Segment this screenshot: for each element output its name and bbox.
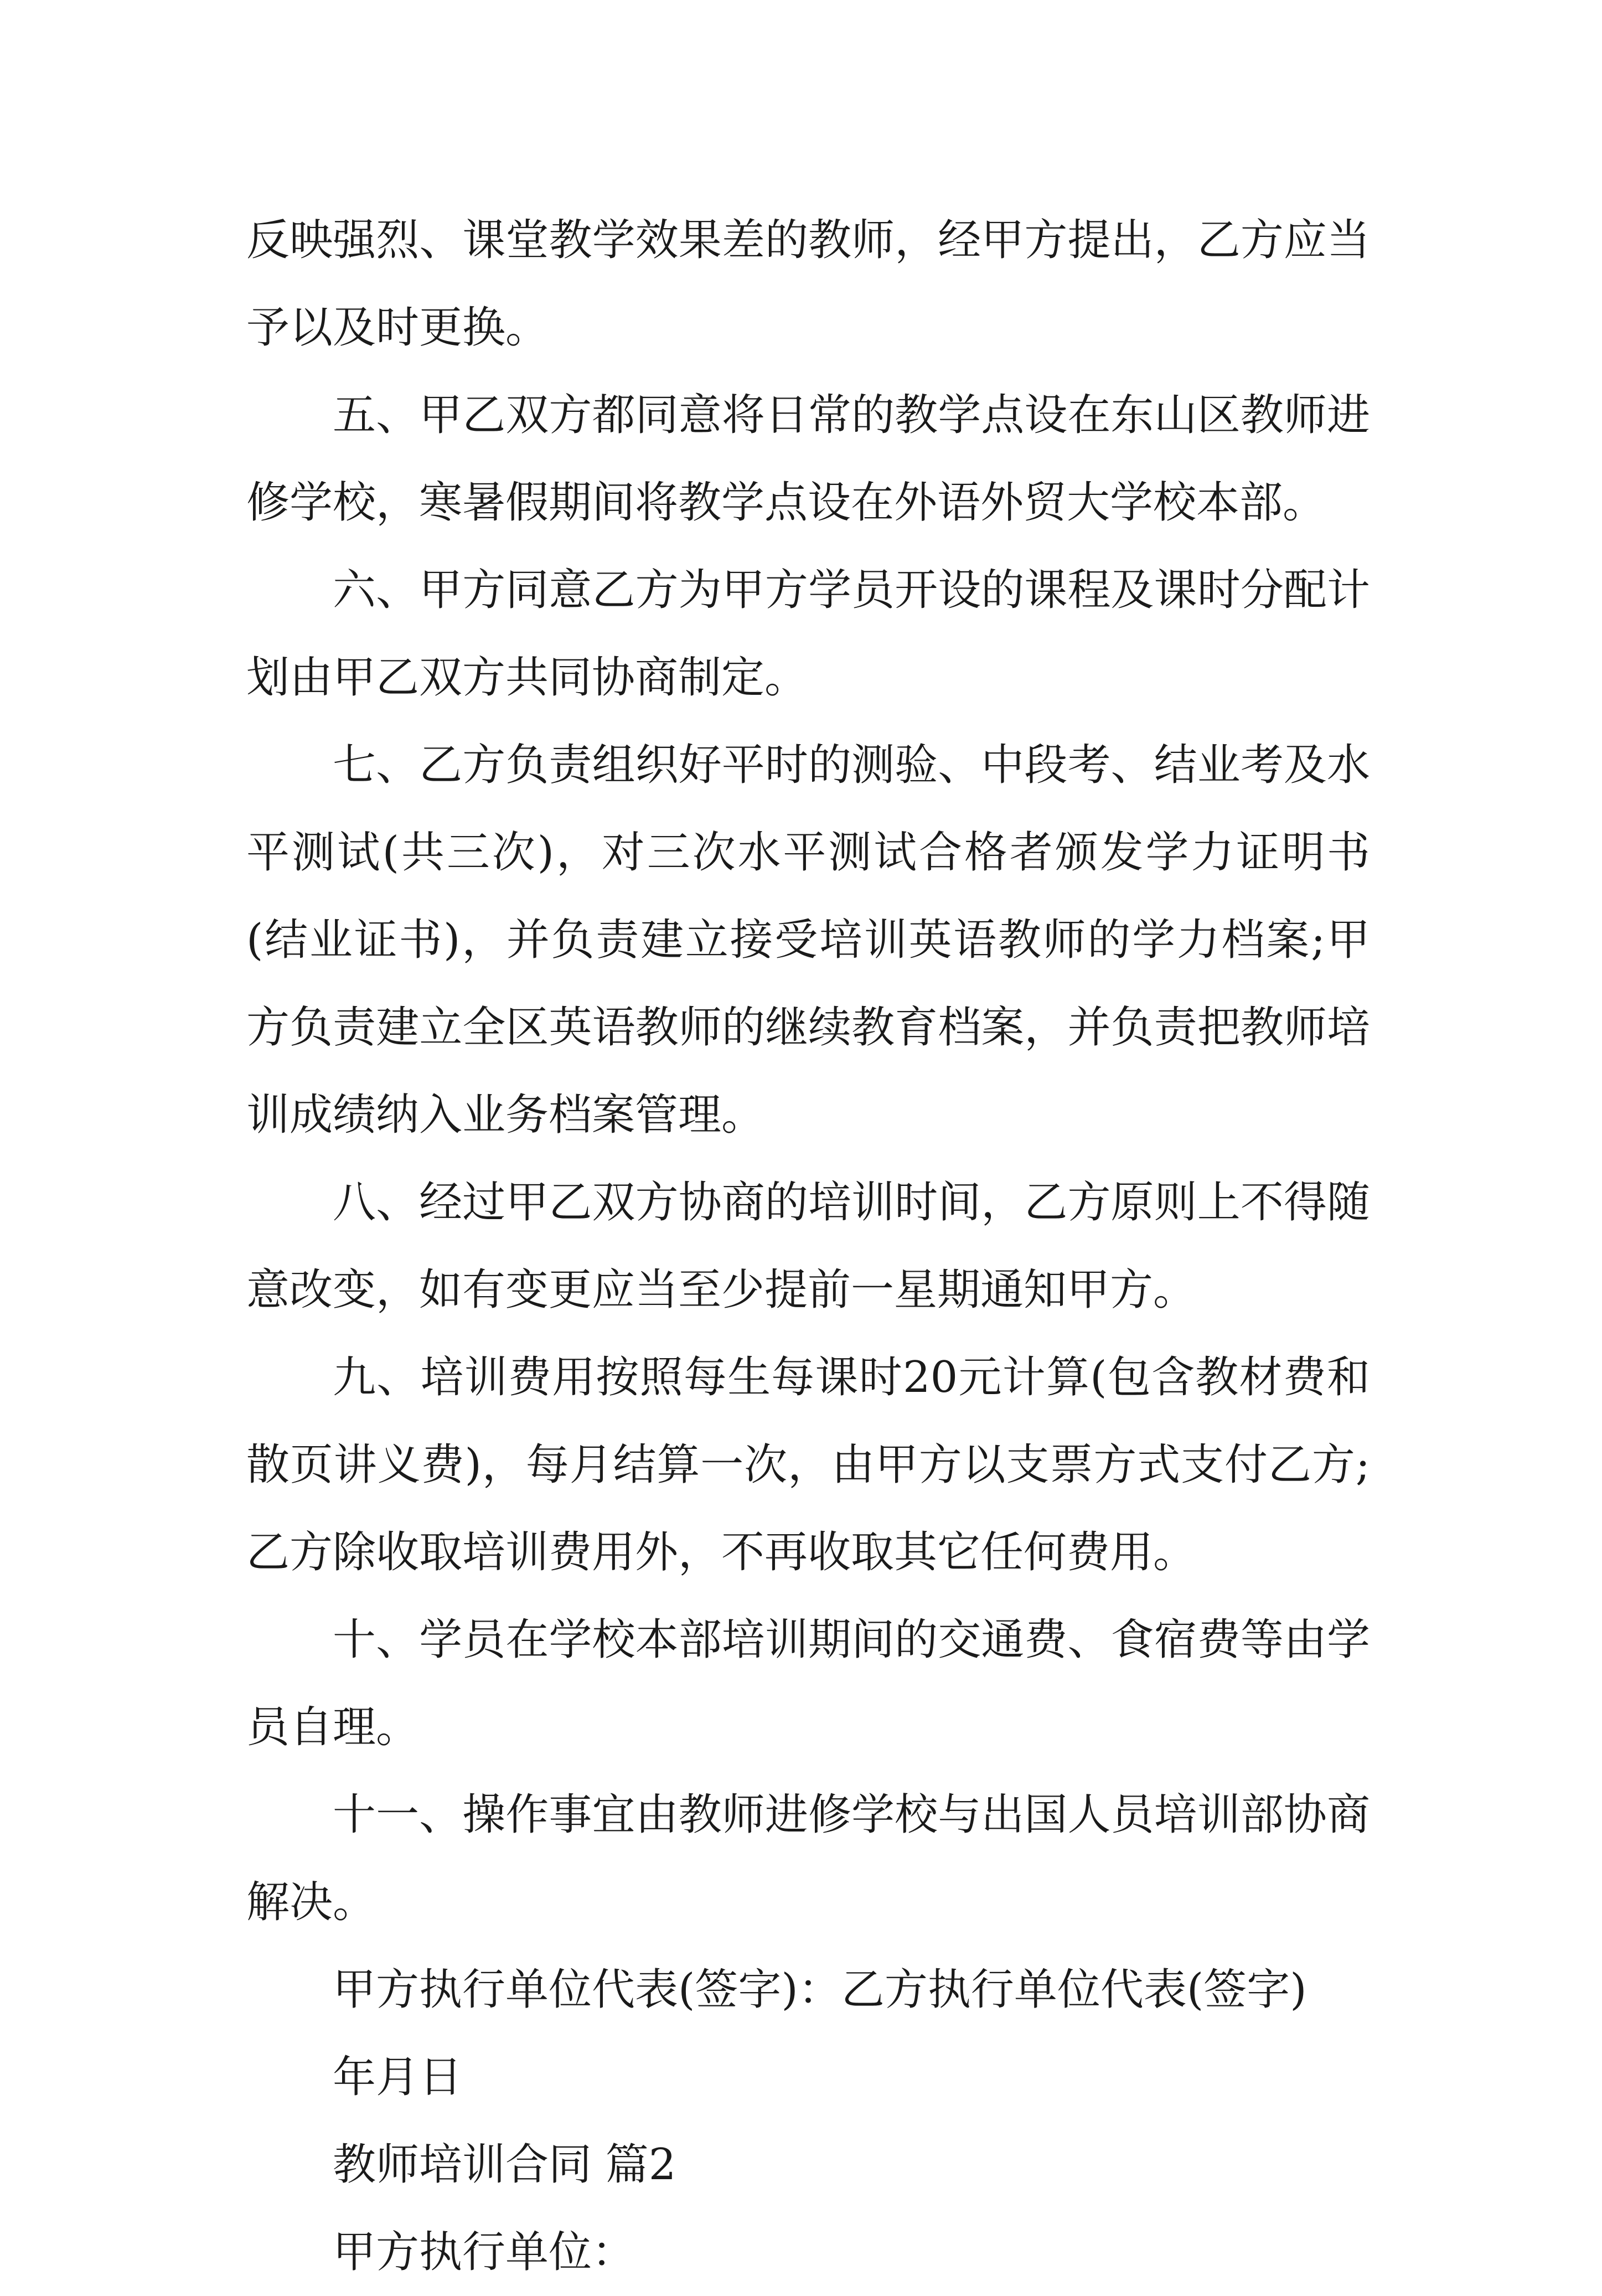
clause-10: 十、学员在学校本部培训期间的交通费、食宿费等由学员自理。 <box>246 1615 1370 1752</box>
clause-8: 八、经过甲乙双方协商的培训时间，乙方原则上不得随意改变，如有变更应当至少提前一星期通知甲方。 <box>246 1178 1370 1315</box>
document-body <box>246 197 1370 2296</box>
paragraph-continuation: 反映强烈、课堂教学效果差的教师，经甲方提出，乙方应当予以及时更换。 <box>246 215 1370 353</box>
party-a-line: 甲方执行单位： <box>333 2227 635 2277</box>
date-line: 年月日 <box>333 2052 463 2102</box>
clause-5: 五、甲乙双方都同意将日常的教学点设在东山区教师进修学校，寒暑假期间将教学点设在外语外贸大学校本部。 <box>246 390 1370 528</box>
clause-6: 六、甲方同意乙方为甲方学员开设的课程及课时分配计划由甲乙双方共同协商制定。 <box>246 565 1370 703</box>
clause-9: 九、培训费用按照每生每课时20元计算(包含教材费和散页讲义费)，每月结算一次，由甲方以支票方式支付乙方;乙方除收取培训费用外，不再收取其它任何费用。 <box>246 1353 1370 1577</box>
signature-line: 甲方执行单位代表(签字)：乙方执行单位代表(签字) <box>333 1965 1307 2015</box>
clause-11: 十一、操作事宜由教师进修学校与出国人员培训部协商解决。 <box>246 1790 1370 1927</box>
section-heading: 教师培训合同 篇2 <box>333 2140 676 2190</box>
clause-7: 七、乙方负责组织好平时的测验、中段考、结业考及水平测试(共三次)，对三次水平测试合格者颁发学力证明书(结业证书)，并负责建立接受培训英语教师的学力档案;甲方负责建立全区英语教师的继续教育档案，并负责把教师培训成绩纳入业务档案管理。 <box>246 740 1370 1140</box>
